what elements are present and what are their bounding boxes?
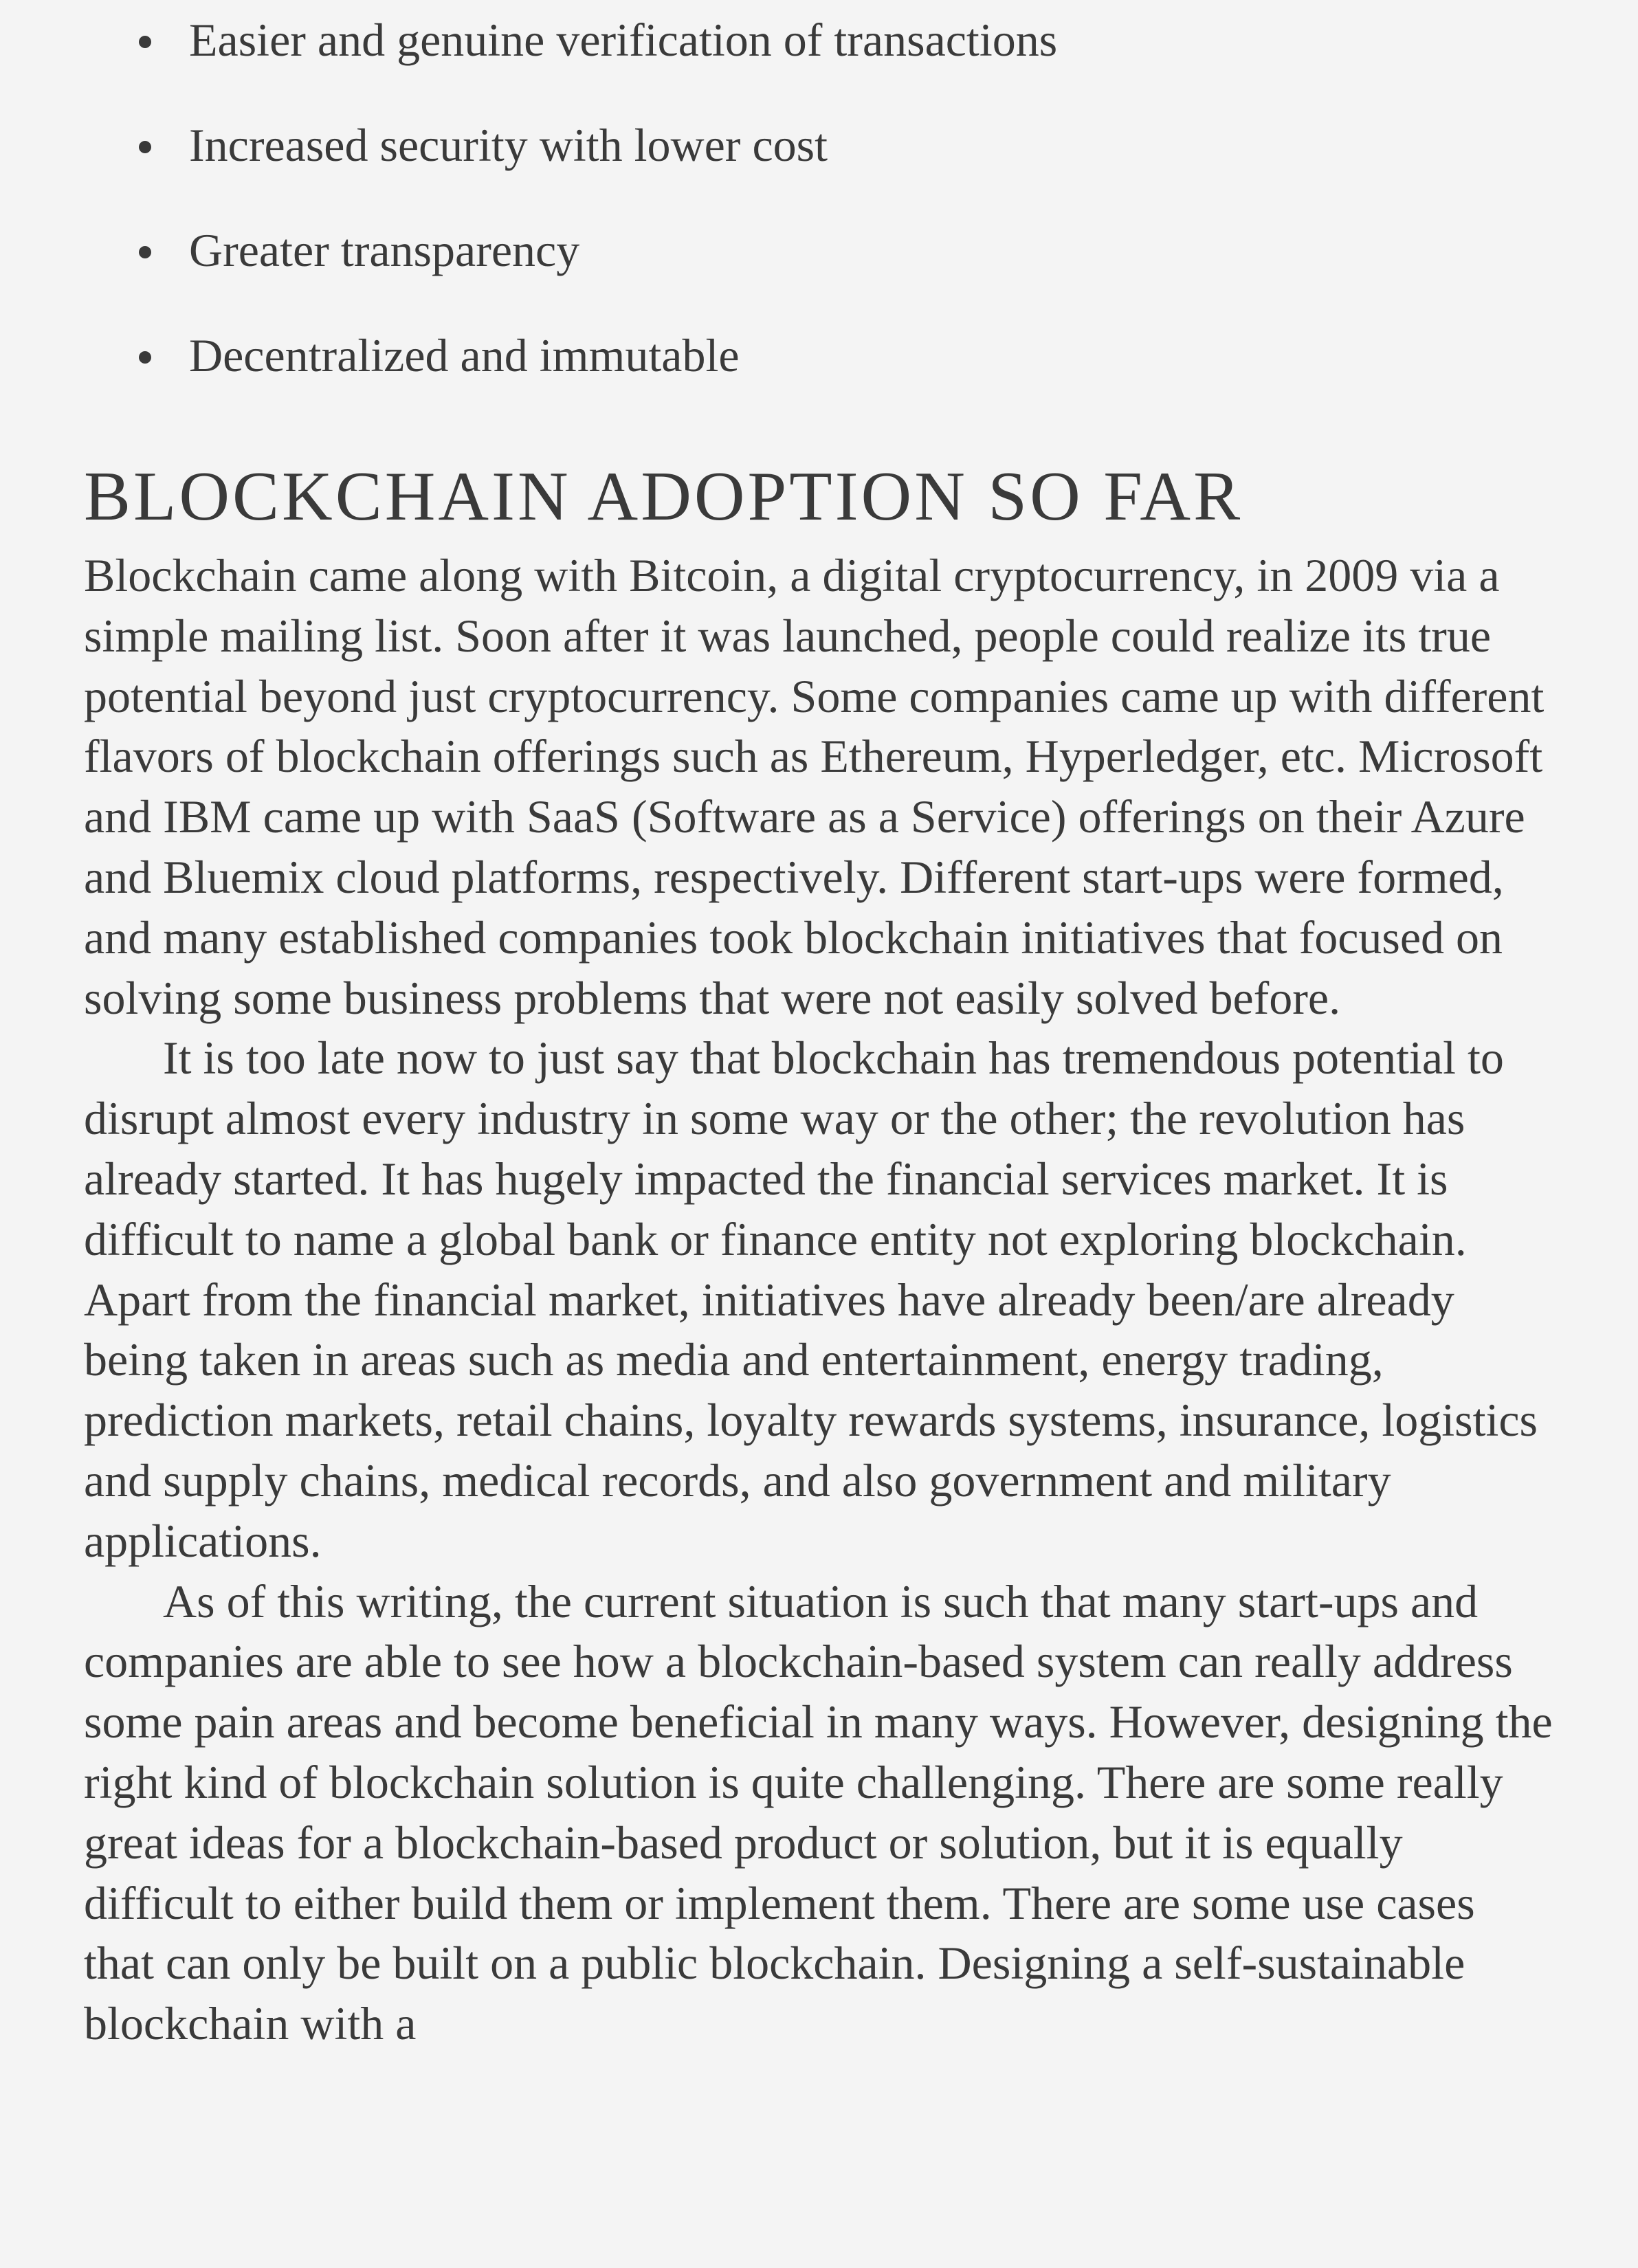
- list-item: [84, 115, 1057, 175]
- list-item-text: Easier and genuine verification of transactions: [189, 14, 1058, 66]
- paragraph: As of this writing, the current situation is such that many start-ups and companies are able to see how a blockchain-based system can really address some pain areas and become beneficial in many ways. However, designing the right kind of blockchain solution is quite challenging. There are some really great ideas for a blockchain-based product or solution, but it is equally difficult to either build them or implement them. There are some use cases that can only be built on a public blockchain. Designing a self-sustainable blockchain with a: [84, 1575, 1553, 2050]
- bullet-icon: [139, 246, 151, 258]
- list-item-text: Increased security with lower cost: [189, 119, 828, 171]
- paragraph: It is too late now to just say that blockchain has tremendous potential to disrupt almost every industry in some way or the other; the revolution has already started. It has hugely impacted the financial services market. It is difficult to name a global bank or finance entity not exploring blockchain. Apart from the financial market, initiatives have already been/are already being taken in areas such as media and entertainment, energy trading, prediction markets, retail chains, loyalty rewards systems, insurance, logistics and supply chains, medical records, and also government and military applications.: [84, 1032, 1538, 1567]
- list-item: [84, 220, 1057, 280]
- list-item-text: Greater transparency: [189, 224, 580, 276]
- list-item: [84, 325, 1057, 386]
- bullet-icon: [139, 36, 151, 48]
- list-item-text: Decentralized and immutable: [189, 329, 740, 381]
- list-item: [84, 10, 1057, 70]
- benefits-list: [84, 10, 1057, 430]
- paragraph: Blockchain came along with Bitcoin, a digital cryptocurrency, in 2009 via a simple mailing list. Soon after it was launched, people could realize its true potential beyond just cryptocurrency. Some companies came up with different flavors of blockchain offerings such as Ethereum, Hyperledger, etc. Microsoft and IBM came up with SaaS (Software as a Service) offerings on their Azure and Bluemix cloud platforms, respectively. Different start-ups were formed, and many established companies took blockchain initiatives that focused on solving some business problems that were not easily solved before.: [84, 549, 1545, 1024]
- bullet-icon: [139, 351, 151, 364]
- bullet-icon: [139, 141, 151, 153]
- section-heading: BLOCKCHAIN ADOPTION SO FAR: [84, 458, 1243, 535]
- section-body: [84, 546, 1555, 2054]
